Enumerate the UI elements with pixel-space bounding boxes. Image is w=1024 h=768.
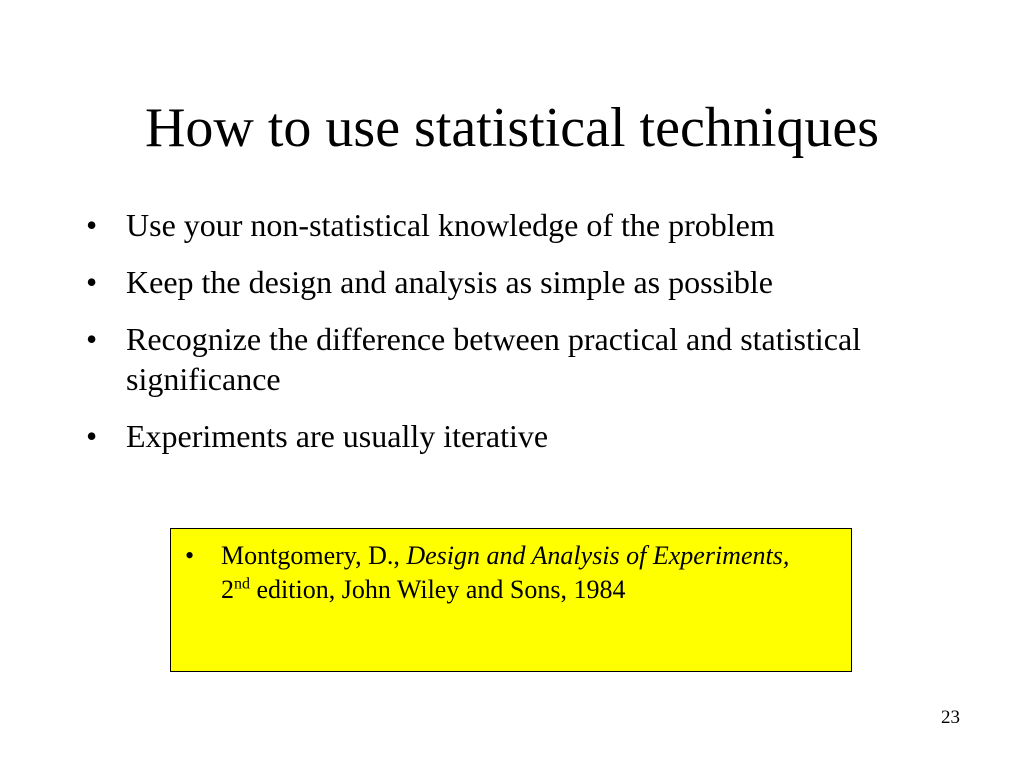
bullet-item <box>86 416 966 456</box>
reference-edition-suffix: nd <box>234 575 250 593</box>
bullet-item <box>86 205 966 245</box>
page-number: 23 <box>941 707 960 728</box>
reference-box <box>170 528 852 672</box>
bullet-marker: • <box>86 418 98 454</box>
bullet-list <box>86 205 966 473</box>
bullet-marker: • <box>86 321 98 357</box>
bullet-text: Experiments are usually iterative <box>126 418 549 454</box>
slide-title: How to use statistical techniques <box>144 97 880 159</box>
bullet-text: Keep the design and analysis as simple as possible <box>126 264 773 300</box>
bullet-marker: • <box>185 541 195 570</box>
bullet-item <box>86 319 966 399</box>
bullet-marker: • <box>86 264 98 300</box>
reference-publisher: edition, John Wiley and Sons, 1984 <box>250 575 626 604</box>
reference-title: Design and Analysis of Experiments, <box>406 541 790 570</box>
reference-edition-number: 2 <box>221 575 234 604</box>
bullet-item <box>86 262 966 302</box>
bullet-text: Use your non-statistical knowledge of the problem <box>126 207 775 243</box>
reference-author: Montgomery, D., <box>221 541 407 570</box>
bullet-text: Recognize the difference between practical and statistical significance <box>126 321 862 397</box>
reference-citation <box>185 539 821 607</box>
bullet-marker: • <box>86 207 98 243</box>
